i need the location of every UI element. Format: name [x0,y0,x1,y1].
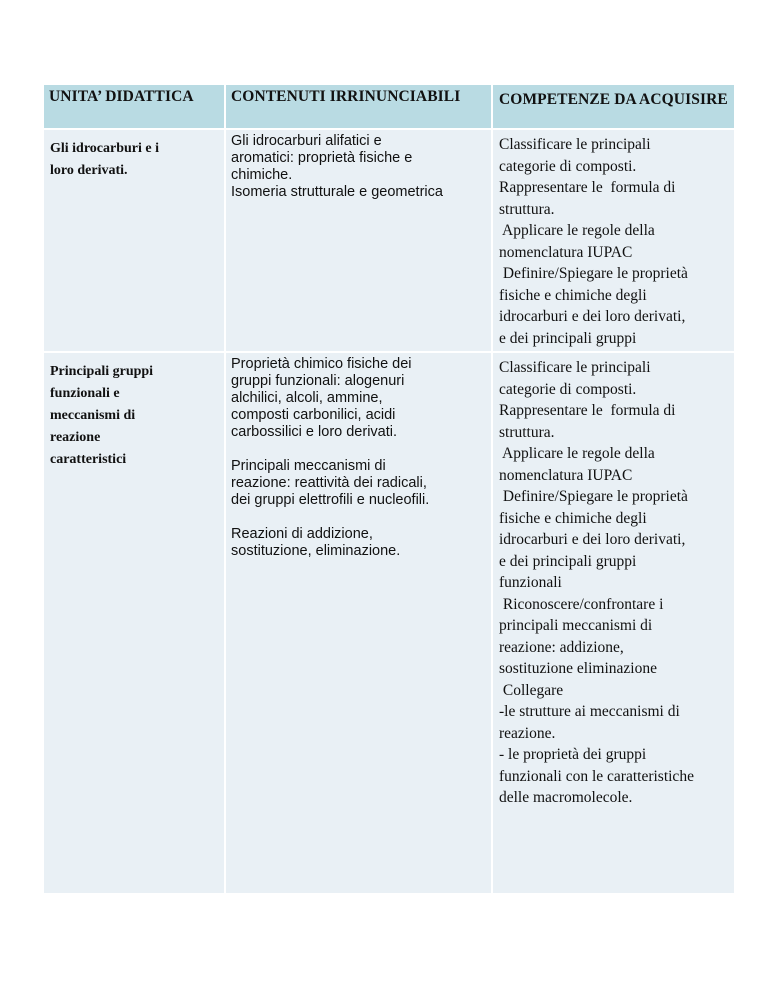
text-line: Isomeria strutturale e geometrica [231,184,443,200]
text-line: alchilici, alcoli, ammine, [231,390,383,406]
text-line: idrocarburi e dei loro derivati, [499,308,686,325]
header-unit: UNITA’ DIDATTICA [44,85,224,128]
text-line: sostituzione eliminazione [499,660,657,677]
text-line: struttura. [499,423,555,441]
text-line: meccanismi di [50,408,136,423]
text-line: Classificare le principali [499,359,651,376]
text-line: categorie di composti. [499,380,637,398]
text-line: idrocarburi e dei loro derivati, [499,531,686,548]
text-line: struttura. [499,200,555,218]
row-2-competences [493,353,734,893]
text-line: nomenclatura IUPAC [499,243,633,261]
row-1-unit [44,130,224,351]
text-line: Classificare le principali [499,136,651,153]
text-line: reazione: addizione, [499,638,624,656]
curriculum-table [44,85,734,893]
text-line: e dei principali gruppi [499,329,637,347]
text-line: Rappresentare le formula di [499,179,676,196]
text-line: e dei principali gruppi [499,552,637,570]
text-line: carbossilici e loro derivati. [231,424,398,440]
row-2-content [226,353,491,893]
text-line: Reazioni di addizione, [231,526,373,542]
text-line: funzionali [499,574,562,591]
text-line: reazione [50,430,101,445]
text-line: Applicare le regole della [499,222,655,239]
text-line: fisiche e chimiche degli [499,509,647,527]
text-line: aromatici: proprietà fisiche e [231,150,413,166]
text-line [499,349,730,351]
text-line: funzionali e [50,386,120,401]
row-2-unit [44,353,224,893]
text-line: Definire/Spiegare le proprietà [499,265,688,282]
text-line: Applicare le regole della [499,445,655,462]
text-line: caratteristici [50,452,127,467]
text-line: reazione: reattività dei radicali, [231,475,427,491]
text-line: Proprietà chimico fisiche dei [231,356,412,372]
content-paragraph [231,133,486,201]
text-line: - le proprietà dei gruppi [499,746,647,763]
content-paragraph [231,356,486,441]
text-line: Riconoscere/confrontare i [499,595,664,613]
content-paragraph [231,526,486,560]
text-line: gruppi funzionali: alogenuri [231,373,405,389]
paragraph-gap [231,441,486,458]
text-line: delle macromolecole. [499,789,633,806]
text-line: reazione. [499,724,556,742]
text-line: nomenclatura IUPAC [499,466,633,484]
paragraph-gap [231,509,486,526]
row-1-competences [493,130,734,351]
text-line: Gli idrocarburi e i [50,141,160,156]
text-line: principali meccanismi di [499,617,653,634]
text-line: sostituzione, eliminazione. [231,543,401,559]
header-content: CONTENUTI IRRINUNCIABILI [226,85,491,128]
text-line: dei gruppi elettrofili e nucleofili. [231,492,430,508]
text-line: Principali gruppi [50,364,154,379]
header-competences: COMPETENZE DA ACQUISIRE [493,85,734,128]
content-paragraph [231,458,486,509]
text-line: loro derivati. [50,163,128,178]
text-line: funzionali con le caratteristiche [499,767,694,785]
text-line: chimiche. [231,167,293,183]
text-line: Rappresentare le formula di [499,402,676,419]
text-line: Collegare [499,681,564,699]
text-line: -le strutture ai meccanismi di [499,703,680,720]
row-1-content [226,130,491,351]
text-line: composti carbonilici, acidi [231,407,396,423]
text-line: Definire/Spiegare le proprietà [499,488,688,505]
text-line: Principali meccanismi di [231,458,386,474]
text-line: categorie di composti. [499,157,637,175]
text-line: fisiche e chimiche degli [499,286,647,304]
text-line: Gli idrocarburi alifatici e [231,133,382,149]
